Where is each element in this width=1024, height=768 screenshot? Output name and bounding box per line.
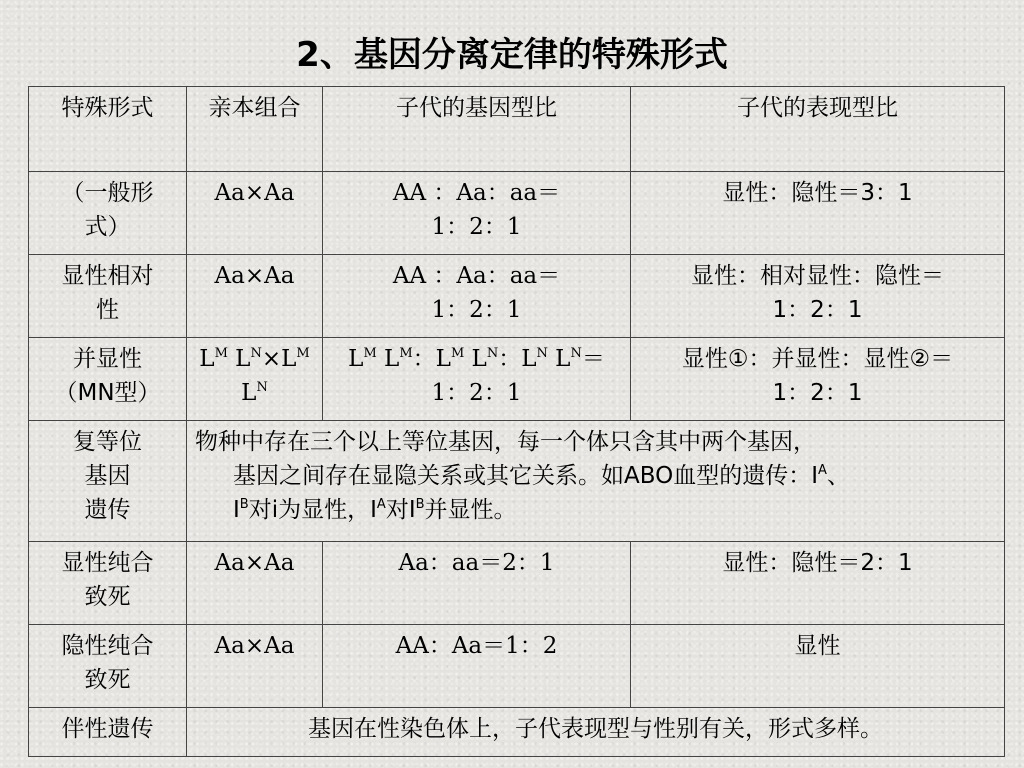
parents-cell: Aa×Aa — [187, 255, 323, 338]
genotype-cell: Aa：aa＝2：1 — [323, 542, 631, 625]
table-row — [29, 338, 1005, 421]
table-row — [29, 255, 1005, 338]
slide-title: 2、基因分离定律的特殊形式 — [296, 35, 728, 75]
description-cell: 物种中存在三个以上等位基因，每一个体只含其中两个基因， 基因之间存在显隐关系或其它关系。如ABO血型的遗传：$I^A$、 $I^B$对i为显性，$I^A$对$I^B$并显性。 — [187, 421, 1005, 542]
description-cell: 基因在性染色体上，子代表现型与性别有关，形式多样。 — [187, 708, 1005, 757]
header-cell: 子代的基因型比 — [323, 87, 631, 172]
phenotype-cell: 显性：隐性＝3：1 — [631, 172, 1005, 255]
phenotype-cell: 显性：隐性＝2：1 — [631, 542, 1005, 625]
table-row — [29, 542, 1005, 625]
parents-cell: Aa×Aa — [187, 542, 323, 625]
header-cell: 子代的表现型比 — [631, 87, 1005, 172]
phenotype-cell: 显性：相对显性：隐性＝ 1：2：1 — [631, 255, 1005, 338]
header-cell: 特殊形式 — [29, 87, 187, 172]
form-cell: 并显性 （MN型） — [29, 338, 187, 421]
form-cell: 显性相对 性 — [29, 255, 187, 338]
form-cell: 隐性纯合 致死 — [29, 625, 187, 708]
table-row — [29, 172, 1005, 255]
form-cell: （一般形 式） — [29, 172, 187, 255]
header-cell: 亲本组合 — [187, 87, 323, 172]
form-cell: 伴性遗传 — [29, 708, 187, 757]
parents-cell: $L^M$ $L^N\times L^M$ $L^N$ — [187, 338, 323, 421]
table-row — [29, 421, 1005, 542]
inheritance-table — [28, 86, 1005, 757]
genotype-cell: AA ：Aa：aa＝ 1：2：1 — [323, 172, 631, 255]
form-cell: 显性纯合 致死 — [29, 542, 187, 625]
header-row — [29, 87, 1005, 172]
genotype-cell: AA：Aa＝1：2 — [323, 625, 631, 708]
genotype-cell: AA ：Aa：aa＝ 1：2：1 — [323, 255, 631, 338]
parents-cell: Aa×Aa — [187, 625, 323, 708]
table-row — [29, 708, 1005, 757]
table-row — [29, 625, 1005, 708]
form-cell: 复等位 基因 遗传 — [29, 421, 187, 542]
phenotype-cell: 显性 — [631, 625, 1005, 708]
parents-cell: Aa×Aa — [187, 172, 323, 255]
genotype-cell: $L^M$ $L^M$：$L^M$ $L^N$：$L^N$ $L^N=$ 1：2：1 — [323, 338, 631, 421]
phenotype-cell: 显性①：并显性：显性②＝ 1：2：1 — [631, 338, 1005, 421]
